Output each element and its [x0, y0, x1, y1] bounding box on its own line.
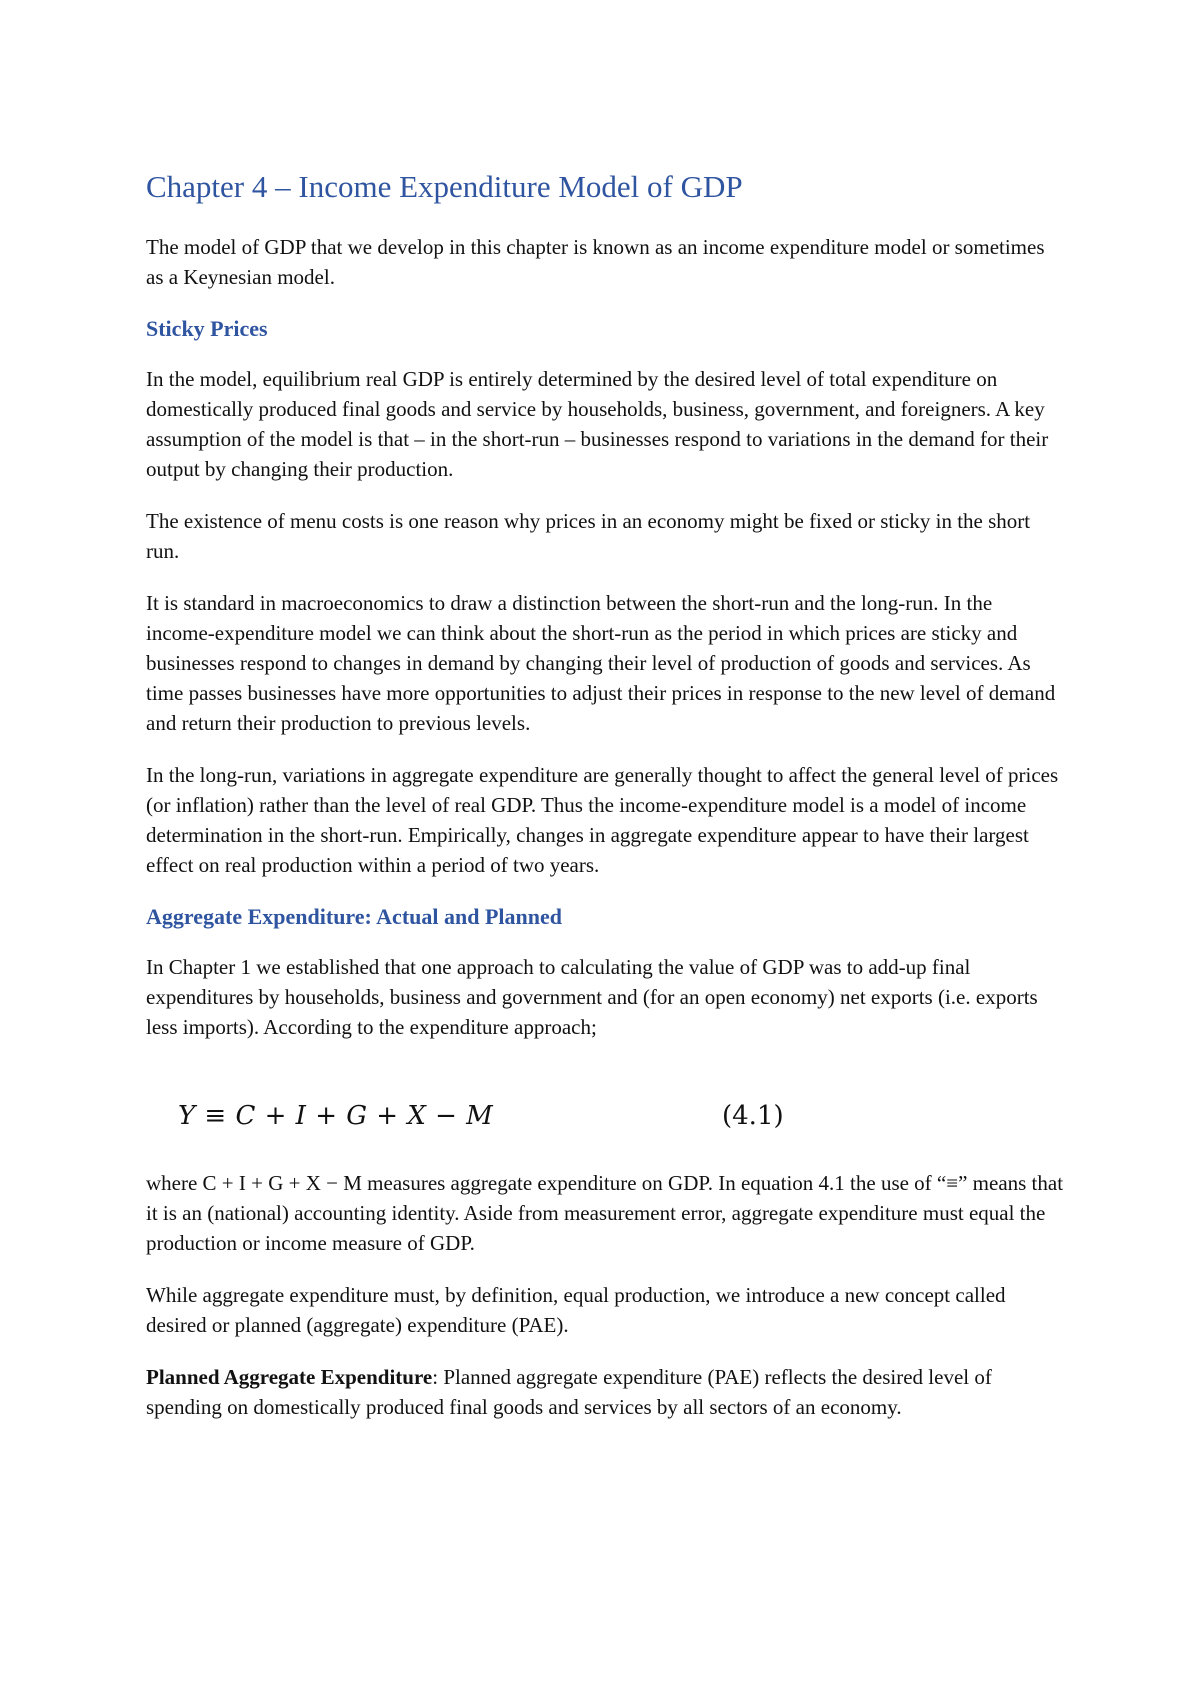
equation-4-1: [146, 1090, 1066, 1142]
aggregate-expenditure-heading: Aggregate Expenditure: Actual and Planned: [146, 904, 562, 929]
chapter-title: Chapter 4 – Income Expenditure Model of GDP: [146, 169, 743, 204]
aggregate-expenditure-paragraph-1: In Chapter 1 we established that one approach to calculating the value of GDP was to add-up final expenditures by households, business and government and (for an open economy) net exports (i.e. exports less imports). According to the expenditure approach;: [146, 955, 1038, 1039]
pae-definition: [146, 1362, 1066, 1422]
sticky-prices-paragraph-2: The existence of menu costs is one reason why prices in an economy might be fixed or sticky in the short run.: [146, 509, 1031, 563]
pae-definition-term: Planned Aggregate Expenditure: [146, 1365, 433, 1389]
aggregate-expenditure-paragraph-2: where C + I + G + X − M measures aggregate expenditure on GDP. In equation 4.1 the use of “≡” means that it is an (national) accounting identity. Aside from measurement error, aggregate expenditure must equal the production or income measure of GDP.: [146, 1171, 1064, 1255]
equation-number: (4.1): [722, 1101, 784, 1131]
pae-definition-text: : Planned aggregate expenditure (PAE) reflects the desired level of spending on domestically produced final goods and services by all sectors of an economy.: [146, 1365, 992, 1419]
document-page: [146, 168, 1066, 1444]
equation-expression: Y ≡ C + I + G + X − M: [178, 1101, 494, 1131]
sticky-prices-paragraph-1: In the model, equilibrium real GDP is entirely determined by the desired level of total expenditure on domestically produced final goods and service by households, business, government, and foreigners. A key assumption of the model is that – in the short-run – businesses respond to variations in the demand for their output by changing their production.: [146, 367, 1049, 481]
intro-paragraph: The model of GDP that we develop in this chapter is known as an income expenditure model or sometimes as a Keynesian model.: [146, 235, 1045, 289]
aggregate-expenditure-paragraph-3: While aggregate expenditure must, by definition, equal production, we introduce a new concept called desired or planned (aggregate) expenditure (PAE).: [146, 1283, 1006, 1337]
sticky-prices-paragraph-3: It is standard in macroeconomics to draw a distinction between the short-run and the long-run. In the income-expenditure model we can think about the short-run as the period in which prices are sticky and businesses respond to changes in demand by changing their level of production of goods and services. As time passes businesses have more opportunities to adjust their prices in response to the new level of demand and return their production to previous levels.: [146, 591, 1056, 735]
sticky-prices-heading: Sticky Prices: [146, 316, 268, 341]
sticky-prices-paragraph-4: In the long-run, variations in aggregate expenditure are generally thought to affect the general level of prices (or inflation) rather than the level of real GDP. Thus the income-expenditure model is a model of income determination in the short-run. Empirically, changes in aggregate expenditure appear to have their largest effect on real production within a period of two years.: [146, 763, 1059, 877]
